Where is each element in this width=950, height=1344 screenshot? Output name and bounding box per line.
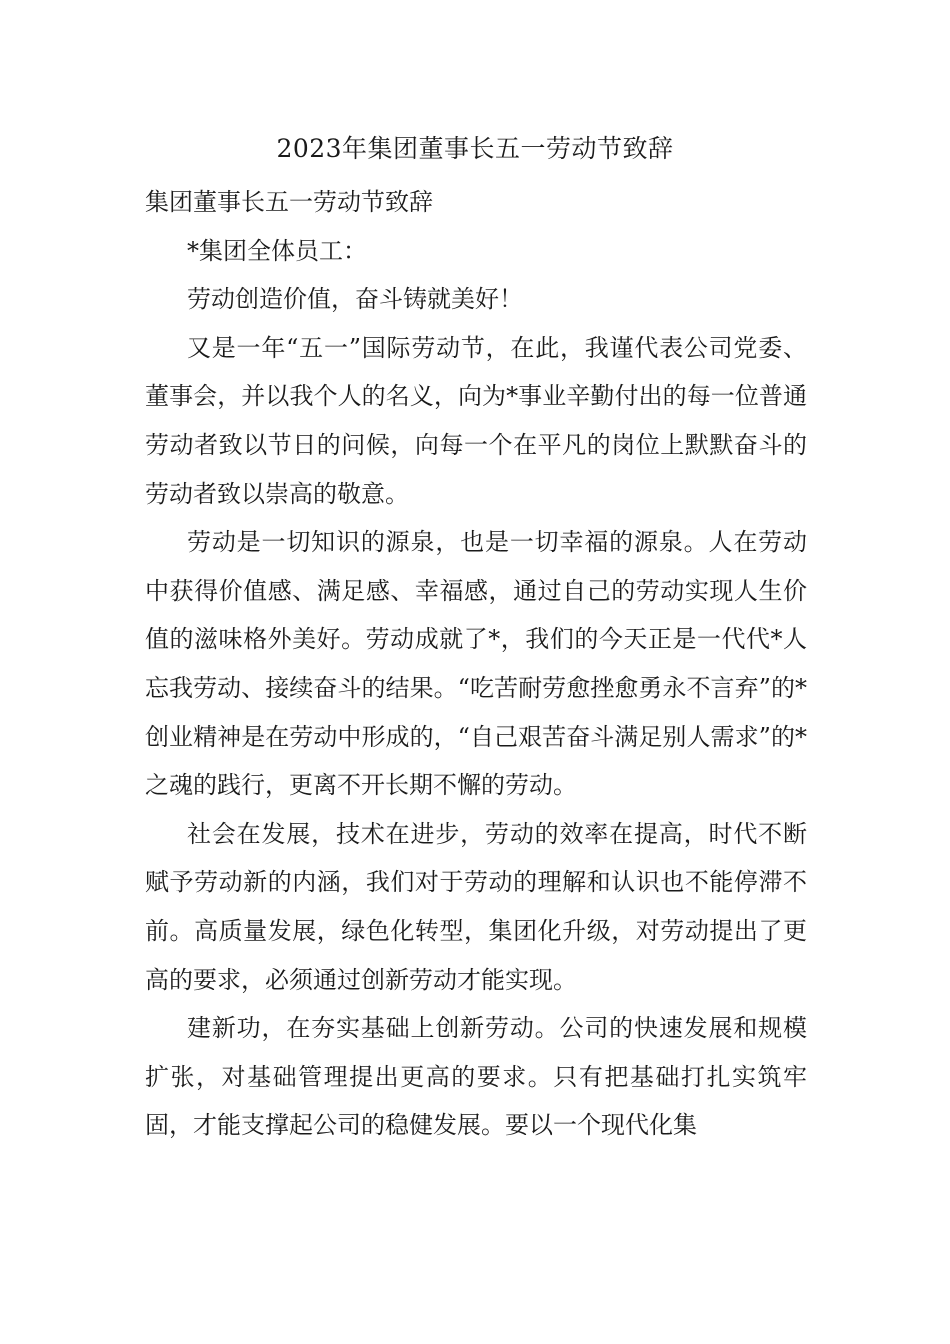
paragraph: 劳动是一切知识的源泉，也是一切幸福的源泉。人在劳动中获得价值感、满足感、幸福感，通过自己的劳动实现人生价值的滋味格外美好。劳动成就了*，我们的今天正是一代代*人忘我劳动、接续奋斗的结果。“吃苦耐劳愈挫愈勇永不言弃”的*创业精神是在劳动中形成的，“自己艰苦奋斗满足别人需求”的*之魂的践行，更离不开长期不懈的劳动。: [145, 528, 807, 800]
salutation: *集团全体员工：: [187, 236, 367, 265]
paragraph: 建新功，在夯实基础上创新劳动。公司的快速发展和规模扩张，对基础管理提出更高的要求。只有把基础打扎实筑牢固，才能支撑起公司的稳健发展。要以一个现代化集: [145, 1014, 807, 1140]
paragraph: 又是一年“五一”国际劳动节，在此，我谨代表公司党委、董事会，并以我个人的名义，向为*事业辛勤付出的每一位普通劳动者致以节日的问候，向每一个在平凡的岗位上默默奋斗的劳动者致以崇高的敬意。: [145, 333, 807, 508]
paragraph: 社会在发展，技术在进步，劳动的效率在提高，时代不断赋予劳动新的内涵，我们对于劳动的理解和认识也不能停滞不前。高质量发展，绿色化转型，集团化升级，对劳动提出了更高的要求，必须通过创新劳动才能实现。: [145, 819, 807, 994]
document-body: [145, 178, 807, 1150]
document-subtitle: 集团董事长五一劳动节致辞: [145, 188, 433, 216]
document-title: 2023年集团董事长五一劳动节致辞: [276, 134, 674, 163]
paragraph: 劳动创造价值，奋斗铸就美好！: [187, 285, 523, 314]
